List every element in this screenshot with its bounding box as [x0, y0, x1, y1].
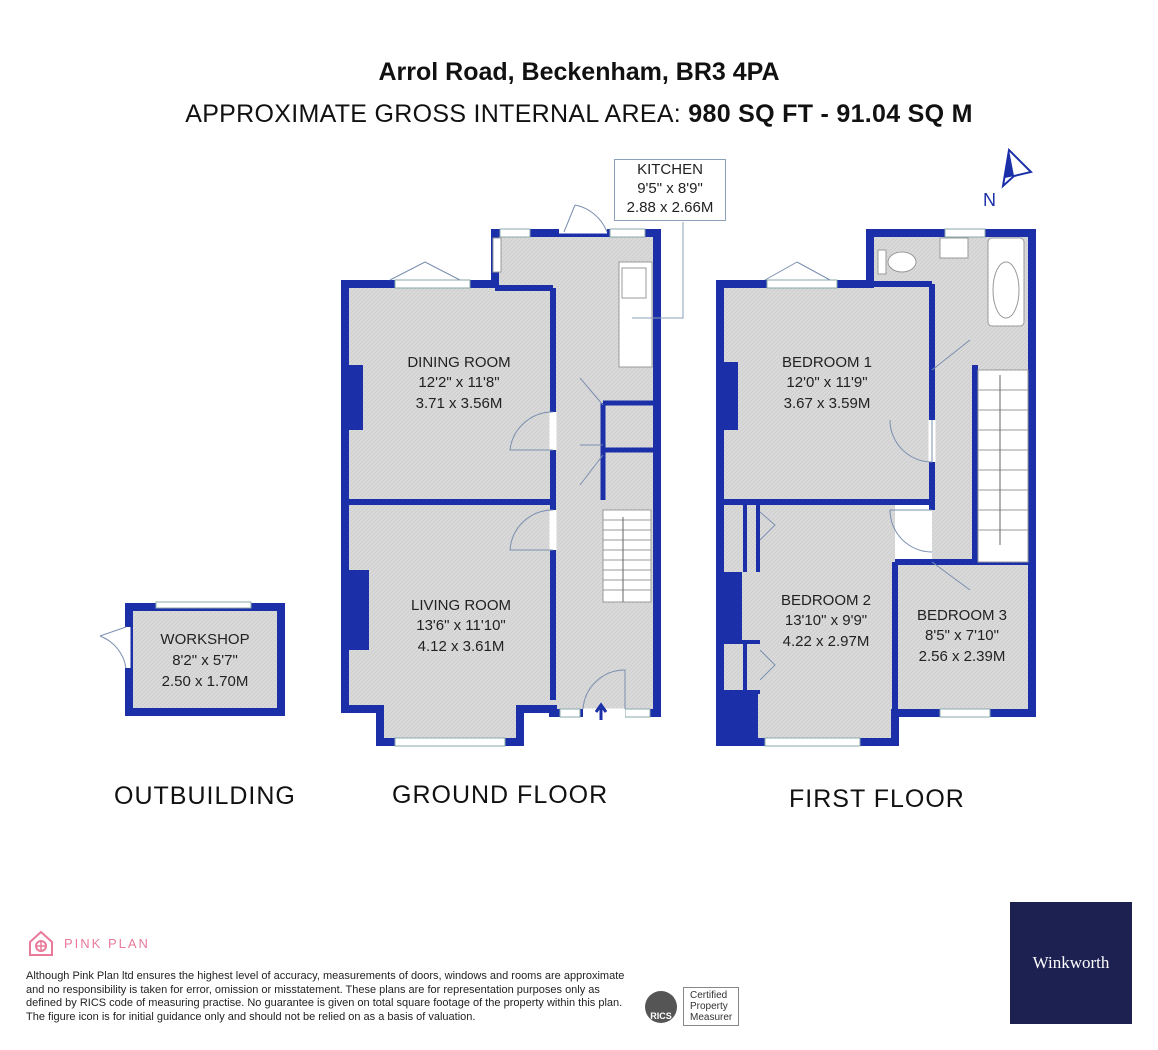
living-chimney: [349, 570, 369, 650]
workshop-metric: 2.50 x 1.70M: [161, 673, 249, 690]
front-window-1: [560, 709, 580, 717]
living-window: [395, 738, 505, 746]
kitchen-label: [614, 159, 726, 221]
bedroom3-imperial: 8'5" x 7'10": [925, 627, 999, 644]
dining-room-name: DINING ROOM: [407, 354, 511, 371]
kitchen-worktop: [619, 262, 652, 367]
bedroom2-metric: 4.22 x 2.97M: [782, 633, 870, 650]
kitchen-name: KITCHEN: [637, 161, 703, 178]
bedroom1-floor: [720, 288, 932, 500]
kitchen-imperial: 9'5" x 8'9": [637, 180, 703, 197]
bedroom1-imperial: 12'0" x 11'9": [786, 374, 868, 391]
bedroom2-window: [765, 738, 860, 746]
workshop-name: WORKSHOP: [160, 631, 250, 648]
living-room-metric: 4.12 x 3.61M: [417, 638, 505, 655]
dining-room-floor: [345, 288, 553, 500]
bedroom3-metric: 2.56 x 2.39M: [918, 648, 1006, 665]
bedroom2-door-swing: [890, 510, 932, 552]
pink-plan-logo-icon: [26, 928, 56, 958]
rics-certification: [645, 987, 739, 1026]
disclaimer-text: Although Pink Plan ltd ensures the highest level of accuracy, measurements of doors, windows and rooms are approximate and no responsibility is taken for error, omission or misstatement. These plans are for representation purposes only as defined by RICS code of measuring practise. No guarantee is given on total square footage of the property within this plan. The figure icon is for initial guidance only and should not be relied on as a basis of valuation.: [26, 970, 625, 1023]
dining-window: [395, 280, 470, 288]
bedroom1-window: [767, 280, 837, 288]
rics-line-1: Certified: [690, 990, 728, 1001]
north-label: N: [983, 190, 996, 210]
dining-french-doors: [390, 262, 460, 280]
ground-floor-plan: [345, 205, 683, 746]
outbuilding-label: OUTBUILDING: [114, 782, 296, 810]
bedroom2-chimney-lower: [722, 692, 758, 742]
area-value: 980 SQ FT - 91.04 SQ M: [688, 100, 973, 128]
rics-line-2: Property: [690, 1001, 728, 1012]
rics-text: [683, 987, 739, 1026]
first-floor-label: FIRST FLOOR: [789, 785, 965, 813]
area-prefix: APPROXIMATE GROSS INTERNAL AREA:: [185, 100, 682, 128]
bedroom2-imperial: 13'10" x 9'9": [784, 612, 868, 629]
rics-line-3: Measurer: [690, 1012, 733, 1023]
bedroom2-chimney-upper: [722, 572, 742, 642]
living-room-name: LIVING ROOM: [410, 597, 512, 614]
winkworth-logo: Winkworth: [1010, 902, 1132, 1024]
bedroom1-metric: 3.67 x 3.59M: [783, 395, 871, 412]
bathroom-window: [945, 229, 985, 237]
living-bay-floor: [380, 705, 520, 742]
wash-basin: [940, 238, 968, 258]
workshop-window: [156, 602, 251, 608]
bedroom3-window: [940, 709, 990, 717]
pink-plan-brand: [26, 928, 150, 958]
bedroom1-french-doors: [765, 262, 830, 280]
toilet: [888, 252, 916, 272]
kitchen-metric: 2.88 x 2.66M: [626, 199, 714, 216]
dining-room-imperial: 12'2" x 11'8": [418, 374, 500, 391]
bedroom1-chimney: [722, 362, 738, 430]
toilet-cistern: [878, 250, 886, 274]
first-floor-plan: [720, 229, 1032, 746]
bedroom2-name: BEDROOM 2: [780, 592, 872, 609]
kitchen-window-1: [500, 229, 530, 237]
ground-stairs: [603, 510, 651, 602]
compass: [983, 148, 1033, 218]
pink-plan-text: PINK PLAN: [64, 935, 150, 951]
rics-badge-icon: RICS: [645, 991, 677, 1023]
front-window-2: [625, 709, 650, 717]
dining-chimney: [349, 365, 363, 430]
first-stairs: [978, 370, 1028, 562]
workshop-imperial: 8'2" x 5'7": [172, 652, 238, 669]
kitchen-unit: [493, 238, 501, 272]
kitchen-window-2: [610, 229, 645, 237]
bedroom3-name: BEDROOM 3: [916, 607, 1008, 624]
property-address: Arrol Road, Beckenham, BR3 4PA: [378, 58, 780, 86]
living-room-imperial: 13'6" x 11'10": [416, 617, 506, 634]
bedroom1-name: BEDROOM 1: [781, 354, 873, 371]
dining-room-metric: 3.71 x 3.56M: [415, 395, 503, 412]
ground-floor-label: GROUND FLOOR: [392, 781, 609, 809]
